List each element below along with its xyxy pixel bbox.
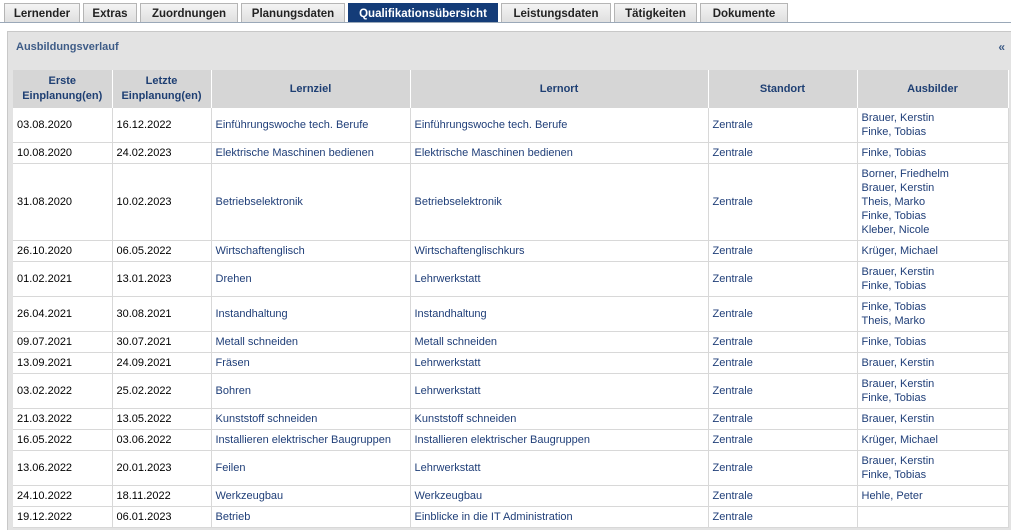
cell-lernort[interactable]: Wirtschaftenglischkurs bbox=[410, 241, 708, 262]
cell-lernziel[interactable]: Einführungswoche tech. Berufe bbox=[211, 108, 410, 143]
cell-ausbilder bbox=[857, 430, 1008, 451]
cell-standort[interactable]: Zentrale bbox=[708, 262, 857, 297]
cell-erste-einplanung: 26.04.2021 bbox=[13, 297, 112, 332]
panel-title: Ausbildungsverlauf bbox=[16, 41, 119, 53]
table-row bbox=[13, 297, 1008, 332]
cell-erste-einplanung: 09.07.2021 bbox=[13, 332, 112, 353]
tab-zuordnungen[interactable]: Zuordnungen bbox=[140, 3, 238, 23]
cell-lernort[interactable]: Betriebselektronik bbox=[410, 164, 708, 241]
cell-standort[interactable]: Zentrale bbox=[708, 507, 857, 528]
cell-lernort[interactable]: Lehrwerkstatt bbox=[410, 451, 708, 486]
ausbilder-name[interactable]: Krüger, Michael bbox=[861, 245, 938, 257]
cell-lernort[interactable]: Einblicke in die IT Administration bbox=[410, 507, 708, 528]
cell-letzte-einplanung: 30.08.2021 bbox=[112, 297, 211, 332]
cell-lernziel[interactable]: Elektrische Maschinen bedienen bbox=[211, 143, 410, 164]
cell-lernort[interactable]: Einführungswoche tech. Berufe bbox=[410, 108, 708, 143]
cell-lernziel[interactable]: Fräsen bbox=[211, 353, 410, 374]
cell-letzte-einplanung: 24.02.2023 bbox=[112, 143, 211, 164]
cell-letzte-einplanung: 06.05.2022 bbox=[112, 241, 211, 262]
cell-erste-einplanung: 24.10.2022 bbox=[13, 486, 112, 507]
table-header-row bbox=[13, 70, 1008, 108]
tab-extras[interactable]: Extras bbox=[83, 3, 137, 23]
cell-standort[interactable]: Zentrale bbox=[708, 332, 857, 353]
cell-letzte-einplanung: 18.11.2022 bbox=[112, 486, 211, 507]
cell-lernort[interactable]: Installieren elektrischer Baugruppen bbox=[410, 430, 708, 451]
cell-lernort[interactable]: Kunststoff schneiden bbox=[410, 409, 708, 430]
cell-lernziel[interactable]: Kunststoff schneiden bbox=[211, 409, 410, 430]
ausbilder-name[interactable]: Brauer, Kerstin bbox=[861, 378, 935, 390]
header-ausbilder[interactable]: Ausbilder bbox=[857, 70, 1008, 108]
cell-lernort[interactable]: Werkzeugbau bbox=[410, 486, 708, 507]
cell-erste-einplanung: 03.02.2022 bbox=[13, 374, 112, 409]
tab-divider bbox=[0, 22, 1011, 23]
cell-lernziel[interactable]: Werkzeugbau bbox=[211, 486, 410, 507]
tab-planungsdaten[interactable]: Planungsdaten bbox=[241, 3, 345, 23]
cell-lernziel[interactable]: Instandhaltung bbox=[211, 297, 410, 332]
cell-ausbilder bbox=[857, 409, 1008, 430]
table-row bbox=[13, 241, 1008, 262]
ausbilder-name[interactable]: Finke, Tobias bbox=[861, 126, 927, 138]
cell-lernziel[interactable]: Feilen bbox=[211, 451, 410, 486]
ausbildungsverlauf-table bbox=[13, 70, 1009, 528]
cell-standort[interactable]: Zentrale bbox=[708, 430, 857, 451]
ausbilder-name[interactable]: Brauer, Kerstin bbox=[861, 112, 935, 124]
cell-ausbilder bbox=[857, 164, 1008, 241]
ausbilder-name[interactable]: Kleber, Nicole bbox=[861, 224, 930, 236]
ausbilder-name[interactable]: Brauer, Kerstin bbox=[861, 266, 935, 278]
header-lernziel[interactable]: Lernziel bbox=[211, 70, 410, 108]
ausbilder-name[interactable]: Hehle, Peter bbox=[861, 490, 923, 502]
cell-letzte-einplanung: 24.09.2021 bbox=[112, 353, 211, 374]
cell-lernort[interactable]: Metall schneiden bbox=[410, 332, 708, 353]
tab-leistungsdaten[interactable]: Leistungsdaten bbox=[501, 3, 611, 23]
table-row bbox=[13, 430, 1008, 451]
tab-qualifikationsuebersicht[interactable]: Qualifikationsübersicht bbox=[348, 3, 498, 23]
ausbilder-name[interactable]: Brauer, Kerstin bbox=[861, 182, 935, 194]
cell-erste-einplanung: 13.06.2022 bbox=[13, 451, 112, 486]
cell-standort[interactable]: Zentrale bbox=[708, 374, 857, 409]
cell-letzte-einplanung: 13.05.2022 bbox=[112, 409, 211, 430]
ausbilder-name[interactable]: Finke, Tobias bbox=[861, 210, 927, 222]
cell-letzte-einplanung: 03.06.2022 bbox=[112, 430, 211, 451]
table-row bbox=[13, 451, 1008, 486]
cell-letzte-einplanung: 10.02.2023 bbox=[112, 164, 211, 241]
cell-lernort[interactable]: Elektrische Maschinen bedienen bbox=[410, 143, 708, 164]
table-row bbox=[13, 262, 1008, 297]
cell-erste-einplanung: 26.10.2020 bbox=[13, 241, 112, 262]
table-row bbox=[13, 353, 1008, 374]
cell-erste-einplanung: 03.08.2020 bbox=[13, 108, 112, 143]
cell-standort[interactable]: Zentrale bbox=[708, 353, 857, 374]
cell-ausbilder bbox=[857, 374, 1008, 409]
cell-lernziel[interactable]: Metall schneiden bbox=[211, 332, 410, 353]
cell-lernziel[interactable]: Betrieb bbox=[211, 507, 410, 528]
cell-lernort[interactable]: Lehrwerkstatt bbox=[410, 374, 708, 409]
cell-ausbilder bbox=[857, 241, 1008, 262]
cell-erste-einplanung: 19.12.2022 bbox=[13, 507, 112, 528]
tab-bar bbox=[4, 3, 788, 23]
cell-letzte-einplanung: 16.12.2022 bbox=[112, 108, 211, 143]
cell-letzte-einplanung: 06.01.2023 bbox=[112, 507, 211, 528]
ausbilder-name[interactable]: Finke, Tobias bbox=[861, 147, 927, 159]
tab-lernender[interactable]: Lernender bbox=[4, 3, 80, 23]
cell-ausbilder bbox=[857, 451, 1008, 486]
cell-ausbilder bbox=[857, 143, 1008, 164]
cell-ausbilder bbox=[857, 297, 1008, 332]
cell-ausbilder bbox=[857, 108, 1008, 143]
cell-lernziel[interactable]: Wirtschaftenglisch bbox=[211, 241, 410, 262]
header-erste-einplanung[interactable]: Erste Einplanung(en) bbox=[13, 70, 112, 108]
header-lernort[interactable]: Lernort bbox=[410, 70, 708, 108]
ausbilder-name[interactable]: Brauer, Kerstin bbox=[861, 357, 935, 369]
table-row bbox=[13, 507, 1008, 528]
cell-lernort[interactable]: Instandhaltung bbox=[410, 297, 708, 332]
cell-ausbilder bbox=[857, 486, 1008, 507]
header-letzte-einplanung[interactable]: Letzte Einplanung(en) bbox=[112, 70, 211, 108]
tab-dokumente[interactable]: Dokumente bbox=[700, 3, 788, 23]
cell-lernziel[interactable]: Drehen bbox=[211, 262, 410, 297]
cell-erste-einplanung: 31.08.2020 bbox=[13, 164, 112, 241]
ausbildungsverlauf-panel bbox=[7, 31, 1011, 530]
table-row bbox=[13, 409, 1008, 430]
collapse-icon[interactable]: « bbox=[998, 40, 1005, 54]
cell-standort[interactable]: Zentrale bbox=[708, 486, 857, 507]
cell-standort[interactable]: Zentrale bbox=[708, 164, 857, 241]
ausbilder-name[interactable]: Finke, Tobias bbox=[861, 280, 927, 292]
ausbilder-name[interactable]: Theis, Marko bbox=[861, 196, 926, 208]
cell-erste-einplanung: 01.02.2021 bbox=[13, 262, 112, 297]
cell-ausbilder bbox=[857, 353, 1008, 374]
ausbilder-name[interactable]: Theis, Marko bbox=[861, 315, 926, 327]
cell-lernort[interactable]: Lehrwerkstatt bbox=[410, 262, 708, 297]
cell-ausbilder bbox=[857, 262, 1008, 297]
ausbilder-name[interactable]: Finke, Tobias bbox=[861, 392, 927, 404]
cell-lernziel[interactable]: Betriebselektronik bbox=[211, 164, 410, 241]
table-row bbox=[13, 143, 1008, 164]
cell-letzte-einplanung: 13.01.2023 bbox=[112, 262, 211, 297]
ausbilder-name[interactable]: Finke, Tobias bbox=[861, 301, 927, 313]
table-row bbox=[13, 486, 1008, 507]
table-row bbox=[13, 374, 1008, 409]
cell-lernziel[interactable]: Bohren bbox=[211, 374, 410, 409]
header-standort[interactable]: Standort bbox=[708, 70, 857, 108]
cell-erste-einplanung: 10.08.2020 bbox=[13, 143, 112, 164]
cell-erste-einplanung: 16.05.2022 bbox=[13, 430, 112, 451]
cell-standort[interactable]: Zentrale bbox=[708, 108, 857, 143]
cell-standort[interactable]: Zentrale bbox=[708, 143, 857, 164]
ausbilder-name[interactable]: Finke, Tobias bbox=[861, 336, 927, 348]
ausbilder-name[interactable]: Finke, Tobias bbox=[861, 469, 927, 481]
cell-erste-einplanung: 21.03.2022 bbox=[13, 409, 112, 430]
cell-ausbilder bbox=[857, 507, 1008, 528]
tab-taetigkeiten[interactable]: Tätigkeiten bbox=[614, 3, 697, 23]
table-row bbox=[13, 108, 1008, 143]
cell-letzte-einplanung: 20.01.2023 bbox=[112, 451, 211, 486]
cell-erste-einplanung: 13.09.2021 bbox=[13, 353, 112, 374]
cell-standort[interactable]: Zentrale bbox=[708, 241, 857, 262]
cell-letzte-einplanung: 25.02.2022 bbox=[112, 374, 211, 409]
ausbilder-name[interactable]: Krüger, Michael bbox=[861, 434, 938, 446]
ausbilder-name[interactable]: Brauer, Kerstin bbox=[861, 455, 935, 467]
cell-standort[interactable]: Zentrale bbox=[708, 297, 857, 332]
table-row bbox=[13, 332, 1008, 353]
ausbilder-name[interactable]: Brauer, Kerstin bbox=[861, 413, 935, 425]
cell-lernort[interactable]: Lehrwerkstatt bbox=[410, 353, 708, 374]
ausbilder-name[interactable]: Borner, Friedhelm bbox=[861, 168, 949, 180]
cell-standort[interactable]: Zentrale bbox=[708, 409, 857, 430]
table-row bbox=[13, 164, 1008, 241]
cell-lernziel[interactable]: Installieren elektrischer Baugruppen bbox=[211, 430, 410, 451]
cell-standort[interactable]: Zentrale bbox=[708, 451, 857, 486]
cell-ausbilder bbox=[857, 332, 1008, 353]
cell-letzte-einplanung: 30.07.2021 bbox=[112, 332, 211, 353]
